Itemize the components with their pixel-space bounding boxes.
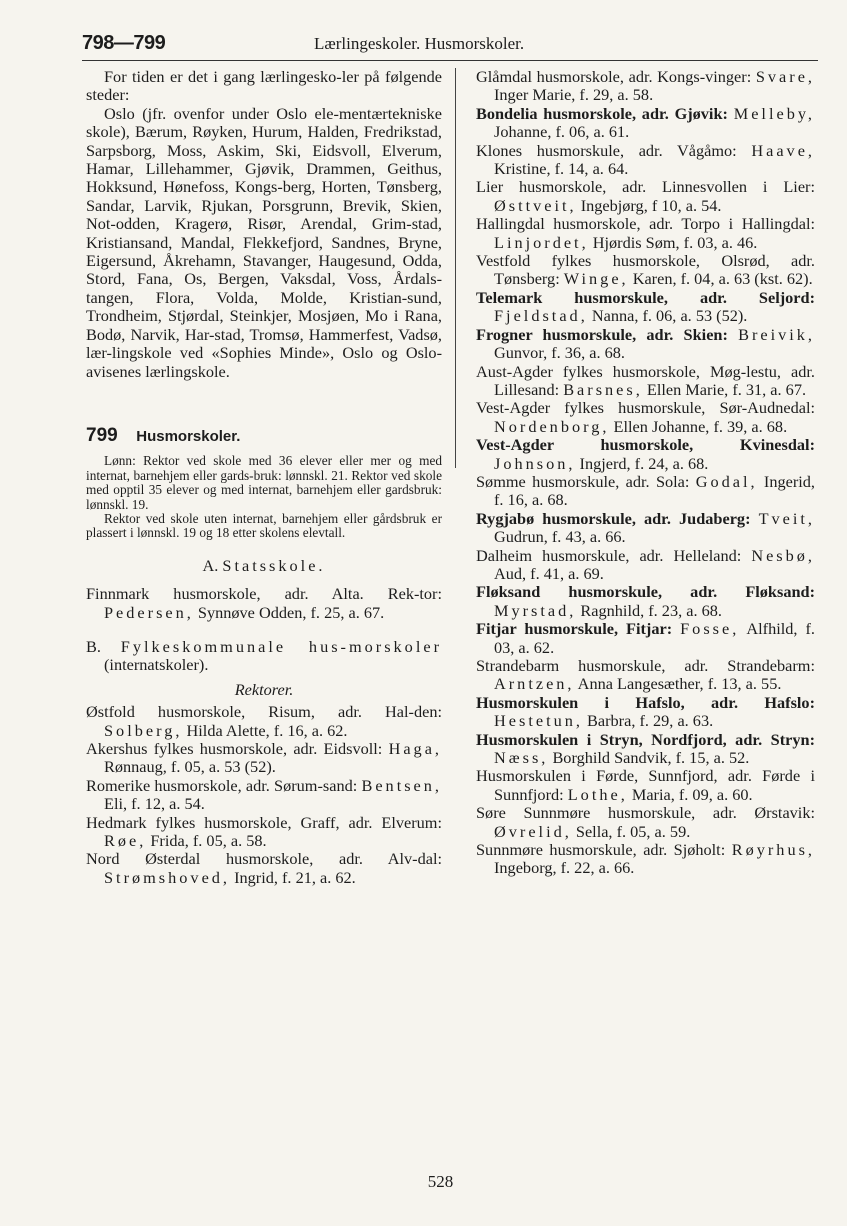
entry-text: Vest-Agder fylkes husmorskule, Sør-Audnedal: xyxy=(476,398,815,418)
subsection-a-text: Statsskole. xyxy=(222,555,326,575)
pay-paragraph: Lønn: Rektor ved skole med 36 elever eller mer og med internat, barnehjem eller gards-bruk: lønnskl. 21. Rektor ved skole med opptil 35 elever og med internat, barnehjem eller gardsbruk: lønnskl. 19. xyxy=(86,453,442,512)
left-column xyxy=(86,68,442,887)
subsection-b-text: Fylkeskommunale hus-morskoler xyxy=(120,636,442,656)
entry-details: Hilda Alette, f. 16, a. 62. xyxy=(182,720,348,740)
entry-details: Ingjerd, f. 24, a. 68. xyxy=(575,453,709,473)
entry-text: Rygjabø husmorskule, adr. Judaberg: xyxy=(476,508,759,528)
entry-details: Ingeborg, f. 22, a. 66. xyxy=(494,858,635,878)
entry-text: Klones husmorskule, adr. Vågåmo: xyxy=(476,140,752,160)
right-entry-list xyxy=(476,68,815,878)
entry-name: Haave, xyxy=(751,140,815,160)
entry-text: Dalheim husmorskule, adr. Helleland: xyxy=(476,545,752,565)
list-item xyxy=(476,103,815,142)
entry-name: Melleby, xyxy=(733,103,815,123)
list-item xyxy=(476,729,815,768)
list-item xyxy=(476,471,815,510)
entry-text: Glåmdal husmorskole, adr. Kongs-vinger: xyxy=(476,67,756,86)
list-item xyxy=(86,849,442,887)
entry-name: Øvrelid, xyxy=(494,821,572,841)
subsection-b-label: B. xyxy=(86,636,101,656)
entry-text: Bondelia husmorskole, adr. Gjøvik: xyxy=(476,103,734,123)
entry-text: Sømme husmorskule, adr. Sola: xyxy=(476,471,696,491)
entry-details: Ingerid, f. 16, a. 68. xyxy=(494,471,815,510)
entry-details: Kristine, f. 14, a. 64. xyxy=(494,159,629,179)
entry-details: Anna Langesæther, f. 13, a. 55. xyxy=(574,674,782,694)
entry-text: Romerike husmorskole, adr. Sørum-sand: xyxy=(86,775,362,795)
entry-name: Johnson, xyxy=(494,453,576,473)
list-item xyxy=(476,287,815,326)
entry-text: Nord Østerdal husmorskole, adr. Alv-dal: xyxy=(86,849,442,869)
entry-name: Bentsen, xyxy=(361,775,442,795)
entry-details: Rønnaug, f. 05, a. 53 (52). xyxy=(104,757,276,777)
entry-details: Karen, f. 04, a. 63 (kst. 62). xyxy=(628,269,813,289)
right-column xyxy=(476,68,815,878)
list-item xyxy=(476,177,815,215)
list-item xyxy=(476,766,815,804)
column-divider xyxy=(455,68,456,468)
list-item xyxy=(86,702,442,740)
entry-name: Solberg, xyxy=(104,720,183,740)
entry-text: Hedmark fylkes husmorskole, Graff, adr. Elverum: xyxy=(86,812,442,832)
entry-text: Søre Sunnmøre husmorskule, adr. Ørstavik: xyxy=(476,803,815,823)
entry-text: Akershus fylkes husmorskole, adr. Eidsvoll: xyxy=(86,739,389,758)
entry-name: Godal, xyxy=(695,471,758,491)
entry-details: Ingrid, f. 21, a. 62. xyxy=(230,867,356,887)
list-item xyxy=(476,803,815,841)
entry-details: Synnøve Odden, f. 25, a. 67. xyxy=(193,602,385,622)
entry-details: Ellen Johanne, f. 39, a. 68. xyxy=(609,416,788,436)
entry-name: Winge, xyxy=(563,269,629,289)
entry-details: Aud, f. 41, a. 69. xyxy=(494,563,604,583)
entry-text: Husmorskulen i Førde, Sunnfjord, adr. Førde i Sunnfjord: xyxy=(476,766,815,804)
page-number: 528 xyxy=(427,1172,454,1191)
list-item xyxy=(476,324,815,363)
intro-paragraph: For tiden er det i gang lærlingesko-ler på følgende steder: xyxy=(86,67,442,105)
entry-details: Ellen Marie, f. 31, a. 67. xyxy=(642,379,807,399)
entry-text: Husmorskulen i Hafslo, adr. Hafslo: xyxy=(476,692,815,712)
pay-paragraph-2: Rektor ved skole uten internat, barnehjem eller gårdsbruk er plassert i lønnskl. 19 og 18 etter skolens elevtall. xyxy=(86,510,442,541)
entry-name: Myrstad, xyxy=(494,600,577,620)
entry-name: Svare, xyxy=(755,67,815,86)
entry-name: Nordenborg, xyxy=(494,416,610,436)
subsection-a-label: A. xyxy=(202,555,219,575)
entry-text: Lier husmorskole, adr. Linnesvollen i Lier: xyxy=(476,177,815,197)
entry-name: Haga, xyxy=(388,739,442,758)
entry-details: Hjørdis Søm, f. 03, a. 46. xyxy=(588,232,758,252)
entry-text: Strandebarm husmorskule, adr. Strandebarm: xyxy=(476,656,815,675)
entry-name: Røe, xyxy=(104,831,147,851)
entry-text: Vest-Agder husmorskole, Kvinesdal: xyxy=(476,435,815,455)
entry-name: Østtveit, xyxy=(494,195,577,215)
entry-text: Vestfold fylkes husmorskole, Olsrød, adr. Tønsberg: xyxy=(476,251,815,289)
list-item xyxy=(476,619,815,657)
entry-text: Sunnmøre husmorskule, adr. Sjøholt: xyxy=(476,840,732,860)
list-item xyxy=(476,545,815,584)
entry-text: Finnmark husmorskole, adr. Alta. Rek-tor: xyxy=(86,584,442,604)
entry-details: Maria, f. 09, a. 60. xyxy=(627,784,753,804)
entry-details: Ragnhild, f. 23, a. 68. xyxy=(576,600,722,620)
rektorer-heading: Rektorer. xyxy=(234,679,294,699)
list-item xyxy=(476,67,815,105)
list-item xyxy=(476,361,815,400)
entry-details: Ingebjørg, f 10, a. 54. xyxy=(576,195,722,215)
list-item xyxy=(86,812,442,851)
list-item xyxy=(476,508,815,547)
entry-name: Fjeldstad, xyxy=(494,306,588,326)
entry-text: Fitjar husmorskule, Fitjar: xyxy=(476,619,681,639)
entry-name: Pedersen, xyxy=(104,602,194,622)
entry-text: Telemark husmorskule, adr. Seljord: xyxy=(476,287,815,307)
entry-name: Nesbø, xyxy=(751,545,815,565)
entry-details: Gudrun, f. 43, a. 66. xyxy=(494,527,626,547)
entry-name: Arntzen, xyxy=(494,674,575,694)
entry-name: Strømshoved, xyxy=(104,867,231,887)
entry-text: Husmorskulen i Stryn, Nordfjord, adr. Stryn: xyxy=(476,729,815,749)
entry-name: Næss, xyxy=(494,748,549,768)
running-title: Lærlingeskoler. Husmorskoler. xyxy=(314,34,525,53)
entry-text: Aust-Agder fylkes husmorskole, Møg-lestu, adr. Lillesand: xyxy=(476,361,815,399)
entry-name: Lothe, xyxy=(567,784,628,804)
section-heading xyxy=(86,424,442,446)
list-item xyxy=(476,656,815,694)
list-item xyxy=(476,398,815,436)
subsection-a-heading xyxy=(86,557,442,575)
entry-details: Eli, f. 12, a. 54. xyxy=(104,794,205,814)
list-item xyxy=(476,140,815,179)
subsection-b-heading xyxy=(86,636,442,675)
entry-text: Fløksand husmorskule, adr. Fløksand: xyxy=(476,582,815,602)
entry-name: Fosse, xyxy=(680,619,740,639)
entry-name: Breivik, xyxy=(738,324,815,344)
entry-details: Barbra, f. 29, a. 63. xyxy=(582,711,714,731)
entry-name: Linjordet, xyxy=(494,232,589,252)
entry-details: Sella, f. 05, a. 59. xyxy=(571,821,691,841)
list-item xyxy=(476,251,815,289)
entry-text: Hallingdal husmorskole, adr. Torpo i Hallingdal: xyxy=(476,214,815,234)
entry-details: Nanna, f. 06, a. 53 (52). xyxy=(587,306,748,326)
entry-text: Frogner husmorskule, adr. Skien: xyxy=(476,324,739,344)
entry-name: Barsnes, xyxy=(563,379,643,399)
section-number: 799 xyxy=(86,424,118,446)
list-item xyxy=(86,739,442,777)
list-item xyxy=(86,775,442,814)
list-item xyxy=(86,584,442,622)
entry-details: Alfhild, f. 03, a. 62. xyxy=(494,619,815,657)
places-paragraph: Oslo (jfr. ovenfor under Oslo ele-mentærtekniske skole), Bærum, Røyken, Hurum, Halden, Fredrikstad, Sarpsborg, Moss, Askim, Ski, Eidsvoll, Elverum, Hamar, Lillehammer, Gjøvik, Drammen, Geithus, Hokksund, Hønefoss, Kongs-berg, Horten, Tønsberg, Sandar, Larvik, Rjukan, Porsgrunn, Brevik, Skien, Not-odden, Kragerø, Risør, Arendal, Grim-stad, Kristiansand, Mandal, Flekkefjord, Sandnes, Bryne, Eigersund, Åkrehamn, Stavanger, Haugesund, Odda, Stord, Fana, Os, Bergen, Vaksdal, Voss, Årdals-tangen, Flora, Volda, Molde, Kristian-sund, Trondheim, Stjørdal, Steinkjer, Mosjøen, Mo i Rana, Bodø, Narvik, Har-stad, Tromsø, Hammerfest, Vadsø, lær-lingskole ved «Sophies Minde», Oslo og Oslo-avisenes lærlingskole. xyxy=(86,103,442,381)
entry-details: Johanne, f. 06, a. 61. xyxy=(494,122,630,142)
list-item xyxy=(476,435,815,473)
subsection-b-suffix: (internatskoler). xyxy=(104,655,209,675)
list-item xyxy=(476,582,815,620)
list-item xyxy=(476,692,815,731)
entry-name: Røyrhus, xyxy=(731,840,815,860)
entry-details: Gunvor, f. 36, a. 68. xyxy=(494,343,625,363)
entry-details: Borghild Sandvik, f. 15, a. 52. xyxy=(548,748,750,768)
entry-text: Østfold husmorskole, Risum, adr. Hal-den: xyxy=(86,702,442,722)
list-item xyxy=(476,214,815,252)
left-entry-list xyxy=(86,703,442,887)
list-item xyxy=(476,840,815,878)
section-title: Husmorskoler. xyxy=(136,427,241,445)
entry-details: Inger Marie, f. 29, a. 58. xyxy=(494,85,654,105)
entry-name: Hestetun, xyxy=(494,711,583,731)
entry-name: Tveit, xyxy=(758,508,815,528)
entry-details: Frida, f. 05, a. 58. xyxy=(146,831,267,851)
section-numbers: 798—799 xyxy=(82,32,166,54)
page-header xyxy=(82,32,818,61)
